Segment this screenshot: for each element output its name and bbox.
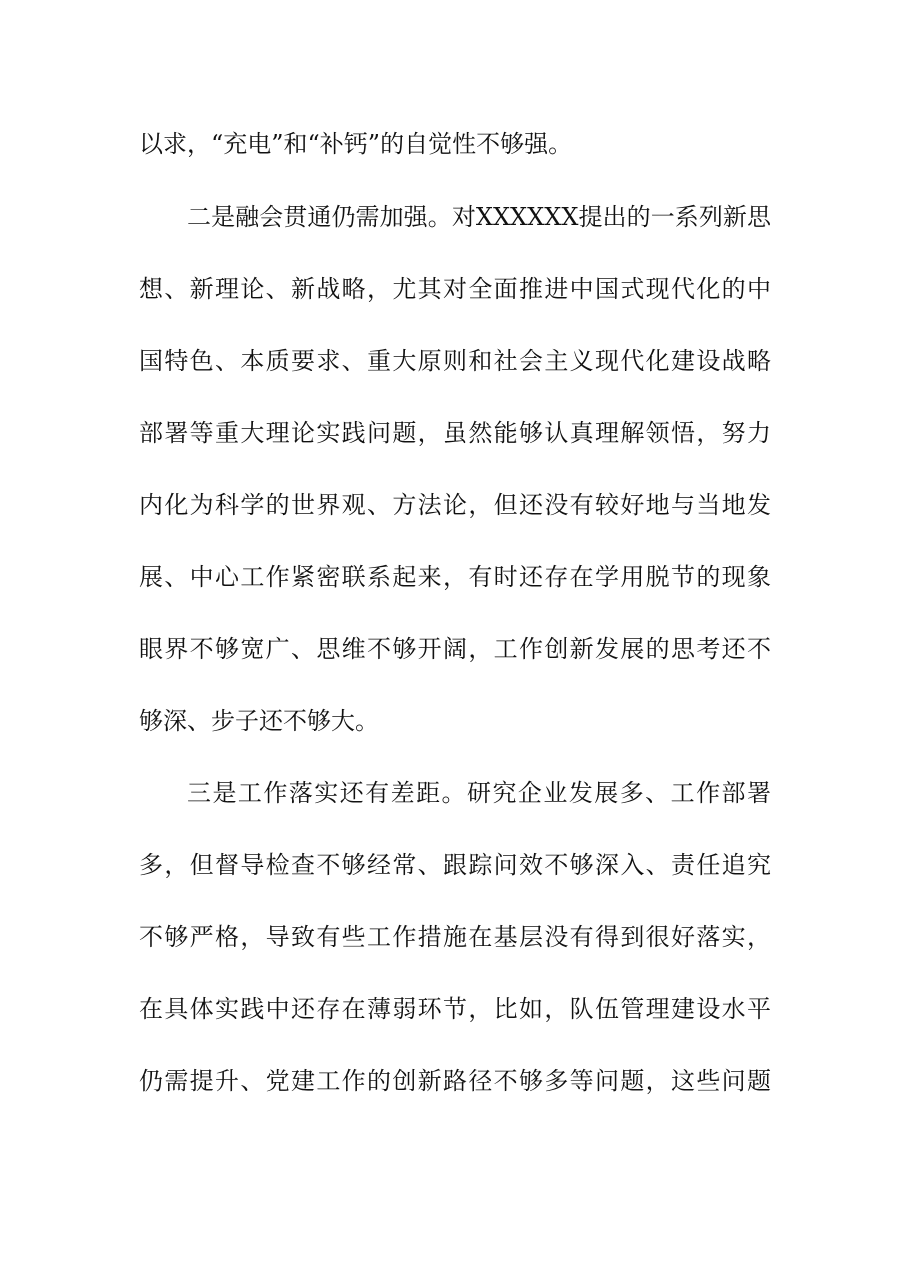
text-line: 想、新理论、新战略，尤其对全面推进中国式现代化的中 xyxy=(139,275,771,303)
text-line: 不够严格，导致有些工作措施在基层没有得到很好落实， xyxy=(139,923,771,951)
text-line: 二是融会贯通仍需加强。对XXXXXX提出的一系列新思 xyxy=(187,203,771,231)
text-line: 国特色、本质要求、重大原则和社会主义现代化建设战略 xyxy=(139,347,771,375)
text-line: 以求，“充电”和“补钙”的自觉性不够强。 xyxy=(139,130,573,158)
text-line: 在具体实践中还存在薄弱环节，比如，队伍管理建设水平 xyxy=(139,995,771,1023)
text-line: 眼界不够宽广、思维不够开阔，工作创新发展的思考还不 xyxy=(139,635,771,663)
text-line: 三是工作落实还有差距。研究企业发展多、工作部署 xyxy=(187,779,771,807)
text-line: 多，但督导检查不够经常、跟踪问效不够深入、责任追究 xyxy=(139,851,771,879)
text-line: 够深、步子还不够大。 xyxy=(139,707,379,735)
text-line: 内化为科学的世界观、方法论，但还没有较好地与当地发 xyxy=(139,491,771,519)
text-line: 展、中心工作紧密联系起来，有时还存在学用脱节的现象 xyxy=(139,563,771,591)
text-line: 部署等重大理论实践问题，虽然能够认真理解领悟，努力 xyxy=(139,419,771,447)
text-line: 仍需提升、党建工作的创新路径不够多等问题，这些问题 xyxy=(139,1067,771,1095)
